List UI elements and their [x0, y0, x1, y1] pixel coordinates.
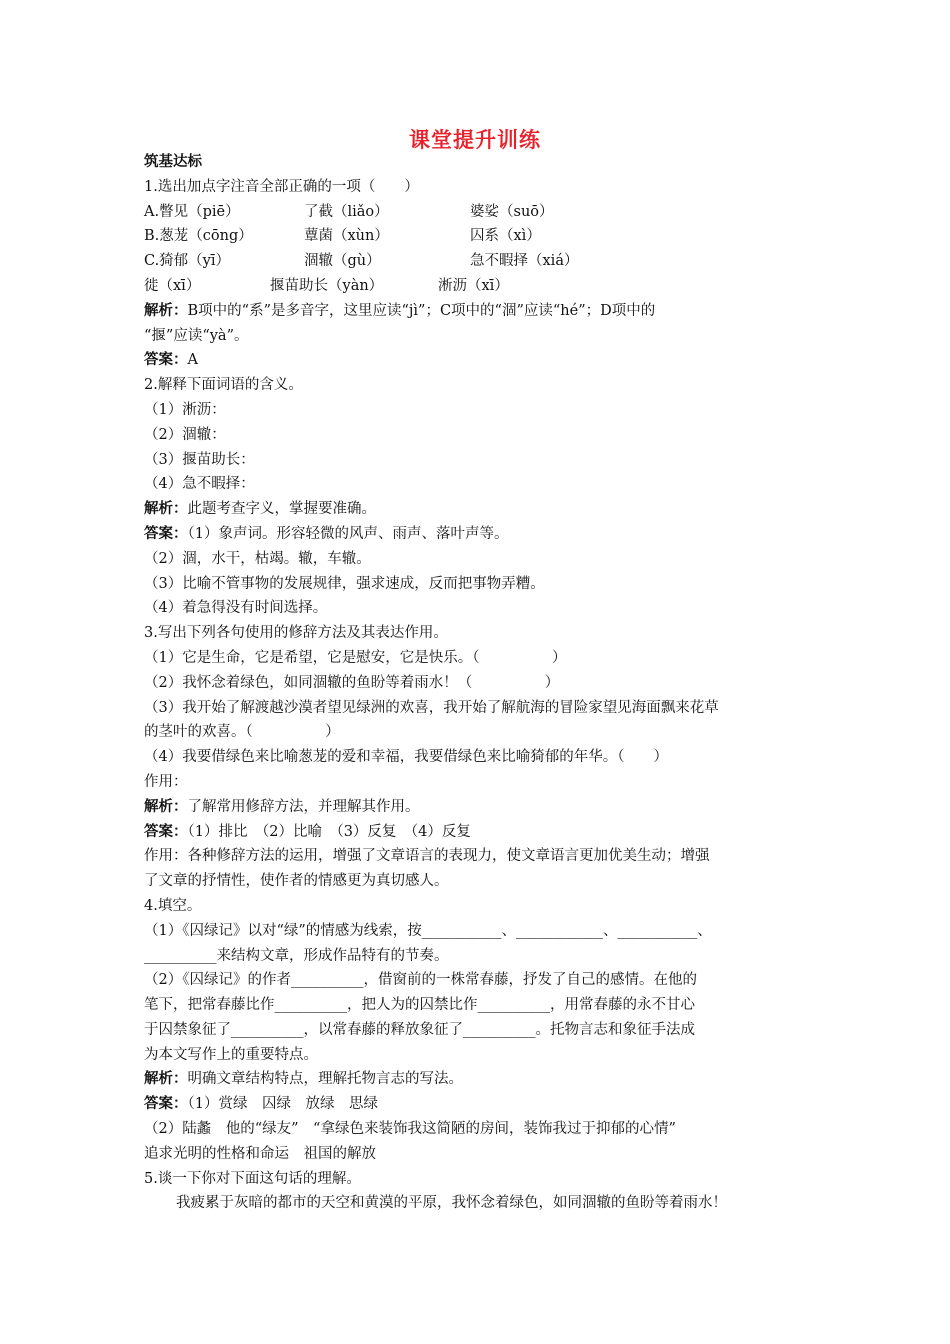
q3-item: （4）我要借绿色来比喻葱茏的爱和幸福，我要借绿色来比喻猗郁的年华。（ ）: [144, 749, 668, 766]
option-text: 揠苗助长（yàn）: [270, 277, 384, 294]
q2-answer: [144, 522, 814, 547]
q4-analysis: [144, 1067, 814, 1092]
q2-item: （3）揠苗助长：: [144, 451, 255, 468]
analysis-label: 解析：: [144, 798, 188, 815]
analysis-label: 解析：: [144, 302, 188, 319]
q4-line: 为本文写作上的重要特点。: [144, 1046, 318, 1063]
option-text: 徙（xī）: [144, 277, 201, 294]
q1-analysis: [144, 299, 814, 324]
answer-text: （1）排比 （2）比喻 （3）反复 （4）反复: [187, 823, 471, 840]
option-text: A.瞥见（piē）: [144, 203, 240, 220]
q3-item-cont: 的茎叶的欢喜。（ ）: [144, 724, 340, 741]
option-text: 急不暇择（xiá）: [470, 253, 579, 270]
q2-analysis: [144, 497, 814, 522]
option-text: 囚系（xì）: [470, 228, 541, 245]
q1-analysis-cont: “揠”应读“yà”。: [144, 327, 249, 344]
q1-option-b: [144, 224, 814, 249]
answer-label: 答案：: [144, 1096, 188, 1113]
analysis-text: 此题考查字义，掌握要准确。: [187, 501, 376, 518]
answer-label: 答案：: [144, 525, 188, 542]
analysis-label: 解析：: [144, 501, 188, 518]
q4-line: 于囚禁象征了__________，以常春藤的释放象征了__________。托物言志和象征手法成: [144, 1021, 695, 1038]
q4-answer: [144, 1092, 814, 1117]
page-title: 课堂提升训练: [409, 128, 541, 152]
q4-line: __________来结构文章，形成作品特有的节奏。: [144, 947, 449, 964]
option-text: 淅沥（xī）: [438, 277, 509, 294]
answer-text: A: [187, 352, 198, 369]
option-text: C.猗郁（yī）: [144, 253, 231, 270]
analysis-label: 解析：: [144, 1071, 188, 1088]
q2-item: （1）淅沥：: [144, 401, 226, 418]
q3-effect-answer: 作用：各种修辞方法的运用，增强了文章语言的表现力，使文章语言更加优美生动；增强: [144, 848, 710, 865]
section-heading: 筑基达标: [144, 154, 202, 170]
answer-text: （1）赏绿 囚绿 放绿 思绿: [187, 1096, 378, 1113]
q3-effect-prompt: 作用：: [144, 773, 188, 790]
q1-option-a: [144, 200, 814, 225]
q5-quote: 我疲累于灰暗的都市的天空和黄漠的平原，我怀念着绿色，如同涸辙的鱼盼等着雨水！: [176, 1195, 727, 1212]
q3-item: （2）我怀念着绿色，如同涸辙的鱼盼等着雨水！（ ）: [144, 674, 560, 691]
q3-item: （3）我开始了解渡越沙漠者望见绿洲的欢喜，我开始了解航海的冒险家望见海面飘来花草: [144, 699, 719, 716]
analysis-text: B项中的“系”是多音字，这里应读“jì”；C项中的“涸”应读“hé”；D项中的: [187, 302, 656, 319]
q3-analysis: [144, 795, 814, 820]
q3-stem: 3.写出下列各句使用的修辞方法及其表达作用。: [144, 625, 448, 642]
q4-line: （2）《囚绿记》的作者__________，借窗前的一株常春藤，抒发了自己的感情。在他的: [144, 972, 697, 989]
q1-answer: [144, 348, 814, 373]
document-body: [144, 150, 814, 1216]
q3-effect-answer-cont: 了文章的抒情性，使作者的情感更为真切感人。: [144, 873, 449, 890]
answer-text: （1）象声词。形容轻微的风声、雨声、落叶声等。: [187, 525, 509, 542]
q2-answer-item: （3）比喻不管事物的发展规律，强求速成，反而把事物弄糟。: [144, 575, 545, 592]
q4-answer-item: （2）陆蠡 他的“绿友” “拿绿色来装饰我这简陋的房间，装饰我过于抑郁的心情”: [144, 1121, 676, 1138]
q1-option-d: [144, 274, 814, 299]
q4-answer-item: 追求光明的性格和命运 祖国的解放: [144, 1145, 376, 1162]
q5-stem: 5.谈一下你对下面这句话的理解。: [144, 1170, 361, 1187]
option-text: 涸辙（gù）: [304, 253, 381, 270]
analysis-text: 明确文章结构特点，理解托物言志的写法。: [187, 1071, 463, 1088]
q2-item: （2）涸辙：: [144, 426, 226, 443]
q2-answer-item: （4）着急得没有时间选择。: [144, 600, 328, 617]
option-text: 了截（liǎo）: [304, 203, 389, 220]
answer-label: 答案：: [144, 352, 188, 369]
option-text: 婆娑（suō）: [470, 203, 554, 220]
option-text: 蕈菌（xùn）: [304, 228, 389, 245]
q3-answer: [144, 820, 814, 845]
q1-stem: 1.选出加点字注音全部正确的一项（ ）: [144, 178, 419, 195]
q4-stem: 4.填空。: [144, 897, 202, 914]
q1-option-c: [144, 249, 814, 274]
answer-label: 答案：: [144, 823, 188, 840]
q4-line: 笔下，把常春藤比作__________，把人为的囚禁比作__________，用常春藤的永不甘心: [144, 997, 695, 1014]
q4-line: （1）《囚绿记》以对“绿”的情感为线索，按___________、____________、___________、: [144, 922, 712, 939]
q3-item: （1）它是生命，它是希望，它是慰安，它是快乐。（ ）: [144, 649, 567, 666]
q2-stem: 2.解释下面词语的含义。: [144, 377, 303, 394]
option-text: B.葱茏（cōng）: [144, 228, 253, 245]
q2-answer-item: （2）涸，水干，枯竭。辙，车辙。: [144, 550, 371, 567]
q2-item: （4）急不暇择：: [144, 476, 255, 493]
analysis-text: 了解常用修辞方法，并理解其作用。: [187, 798, 420, 815]
